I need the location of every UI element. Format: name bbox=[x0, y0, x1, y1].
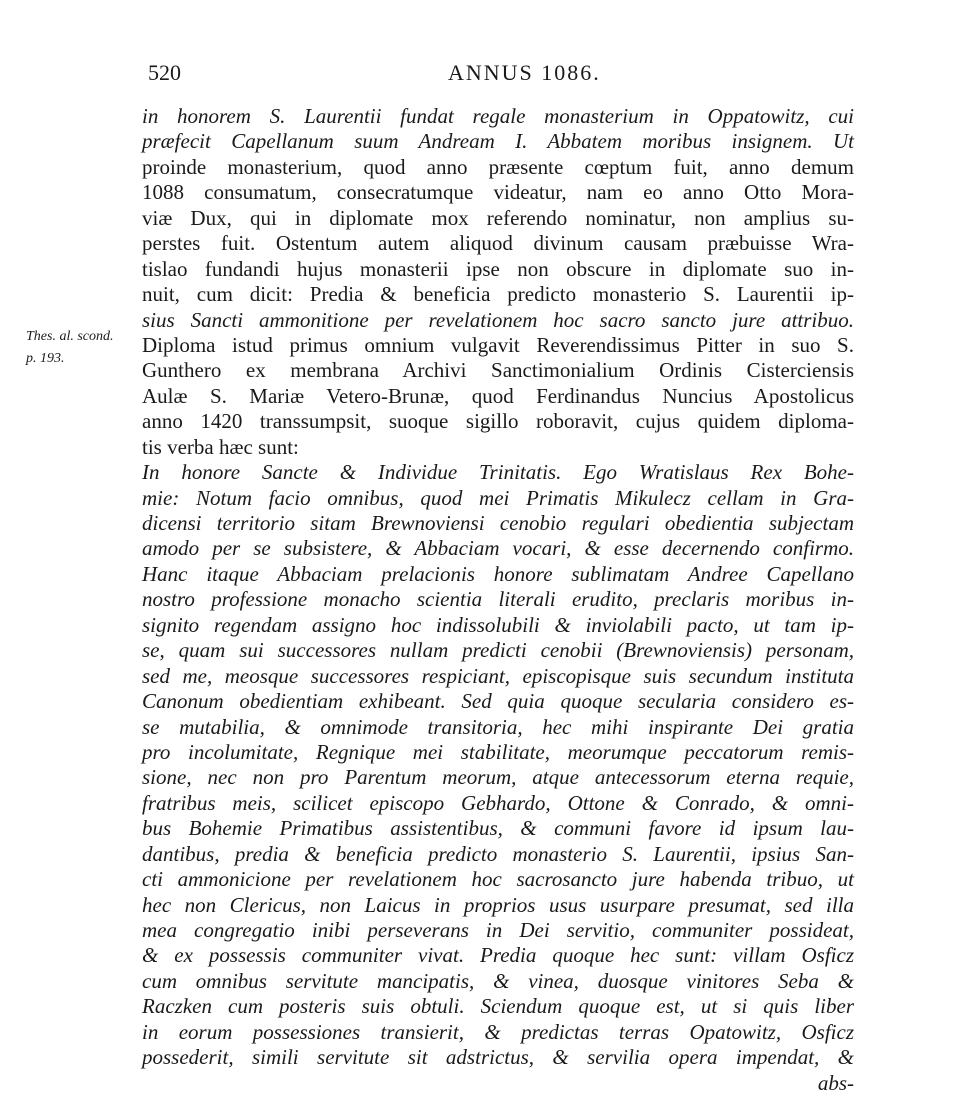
text-line: Aulæ S. Mariæ Vetero-Brunæ, quod Ferdinandus Nuncius Apostolicus bbox=[142, 383, 854, 408]
text-line: sius Sancti ammonitione per revelationem hoc sacro sancto jure attribuo. bbox=[142, 307, 854, 332]
margin-note-line: p. 193. bbox=[26, 351, 65, 366]
text-line: nostro professione monacho scientia literali erudito, preclaris moribus in- bbox=[142, 587, 854, 612]
text-line: in honorem S. Laurentii fundat regale monasterium in Oppatowitz, cui bbox=[142, 104, 854, 128]
text-line: hec non Clericus, non Laicus in proprios usus usurpare presumat, sed illa bbox=[142, 892, 854, 917]
text-line: perstes fuit. Ostentum autem aliquod divinum causam præbuisse Wra- bbox=[142, 231, 854, 256]
page-number: 520 bbox=[148, 60, 181, 85]
margin-note bbox=[26, 326, 114, 370]
text-line: Gunthero ex membrana Archivi Sanctimonialium Ordinis Cisterciensis bbox=[142, 358, 854, 383]
text-line: signito regendam assigno hoc indissolubili & inviolabili pacto, ut tam ip- bbox=[142, 612, 854, 637]
text-line: se, quam sui successores nullam predicti cenobii (Brewnoviensis) personam, bbox=[142, 638, 854, 663]
text-line: pro incolumitate, Regnique mei stabilitate, meorumque peccatorum remis- bbox=[142, 739, 854, 764]
text-line: sed me, meosque successores respiciant, episcopisque suis secundum instituta bbox=[142, 663, 854, 688]
text-line: cum omnibus servitute mancipatis, & vinea, duosque vinitores Seba & bbox=[142, 968, 854, 993]
text-line: fratribus meis, scilicet episcopo Gebhardo, Ottone & Conrado, & omni- bbox=[142, 790, 854, 815]
page-header bbox=[148, 60, 848, 94]
text-line: abs- bbox=[817, 1070, 854, 1095]
text-line: se mutabilia, & omnimode transitoria, hec mihi inspirante Dei gratia bbox=[142, 714, 854, 739]
text-line: tislao fundandi hujus monasterii ipse non obscure in diplomate suo in- bbox=[142, 256, 854, 281]
margin-note-line: Thes. al. scond. bbox=[26, 329, 114, 344]
text-line: tis verba hæc sunt: bbox=[142, 434, 299, 459]
text-line: proinde monasterium, quod anno præsente cœptum fuit, anno demum bbox=[142, 154, 854, 179]
text-line: possederit, simili servitute sit adstrictus, & servilia opera impendat, & bbox=[142, 1045, 854, 1070]
text-line: & ex possessis communiter vivat. Predia quoque hec sunt: villam Osficz bbox=[142, 943, 854, 968]
text-line: Hanc itaque Abbaciam prelacionis honore sublimatam Andree Capellano bbox=[142, 561, 854, 586]
body-text bbox=[142, 104, 854, 1096]
text-line: bus Bohemie Primatibus assistentibus, & communi favore id ipsum lau- bbox=[142, 816, 854, 841]
text-line: 1088 consumatum, consecratumque videatur, nam eo anno Otto Mora- bbox=[142, 180, 854, 205]
text-line: Canonum obedientiam exhibeant. Sed quia quoque secularia considero es- bbox=[142, 689, 854, 714]
text-line: dantibus, predia & beneficia predicto monasterio S. Laurentii, ipsius San- bbox=[142, 841, 854, 866]
text-line: Diploma istud primus omnium vulgavit Reverendissimus Pitter in suo S. bbox=[142, 332, 854, 357]
text-line: nuit, cum dicit: Predia & beneficia predicto monasterio S. Laurentii ip- bbox=[142, 282, 854, 307]
text-line: amodo per se subsistere, & Abbaciam vocari, & esse decernendo confirmo. bbox=[142, 536, 854, 561]
text-line: dicensi territorio sitam Brewnoviensi cenobio regulari obedientia subjectam bbox=[142, 511, 854, 535]
text-line: anno 1420 transsumpsit, suoque sigillo roboravit, cujus quidem diploma- bbox=[142, 409, 854, 434]
text-line: mea congregatio inibi perseverans in Dei servitio, communiter possideat, bbox=[142, 918, 854, 942]
text-line: cti ammonicione per revelationem hoc sacrosancto jure habenda tribuo, ut bbox=[142, 867, 854, 892]
text-line: præfecit Capellanum suum Andream I. Abbatem moribus insignem. Ut bbox=[142, 129, 854, 154]
text-line: viæ Dux, qui in diplomate mox referendo nominatur, non amplius su- bbox=[142, 205, 854, 230]
text-line: Raczken cum posteris suis obtuli. Sciendum quoque est, ut si quis liber bbox=[142, 994, 854, 1019]
text-line: mie: Notum facio omnibus, quod mei Primatis Mikulecz cellam in Gra- bbox=[142, 485, 854, 510]
text-line: in eorum possessiones transierit, & predictas terras Opatowitz, Osficz bbox=[142, 1019, 854, 1044]
text-line: In honore Sancte & Individue Trinitatis. Ego Wratislaus Rex Bohe- bbox=[142, 460, 854, 485]
text-line: sione, nec non pro Parentum meorum, atque antecessorum eterna requie, bbox=[142, 765, 854, 790]
running-head: ANNUS 1086. bbox=[448, 60, 601, 85]
